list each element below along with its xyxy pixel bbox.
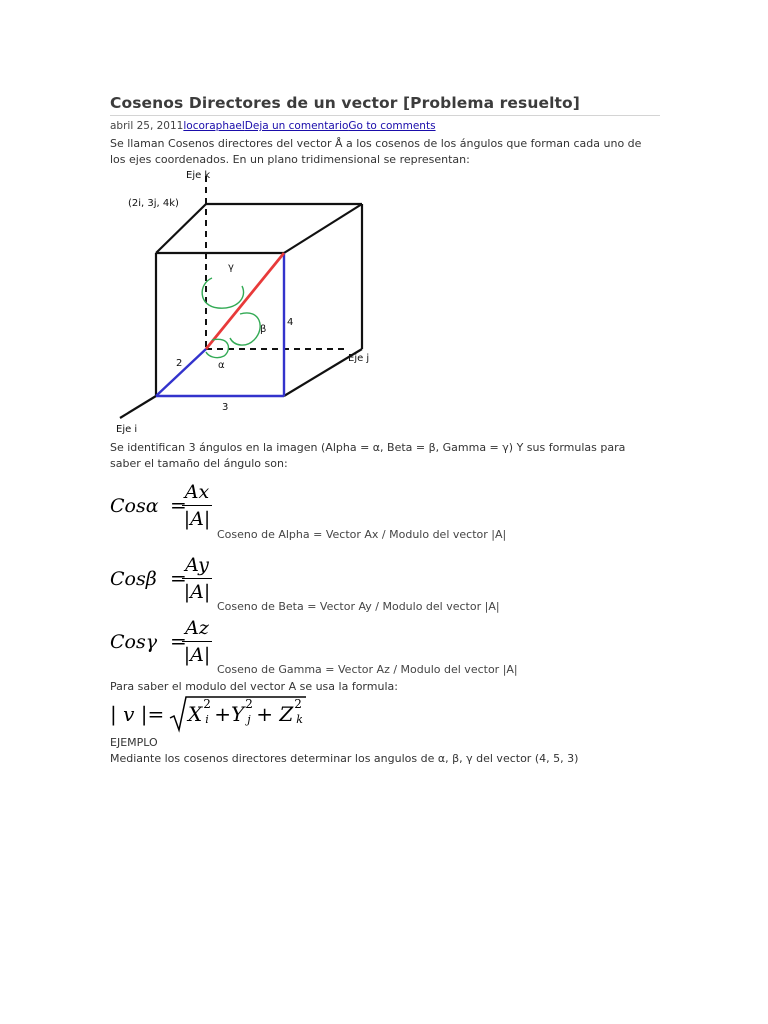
vector-cube-diagram xyxy=(112,168,402,438)
x-sub: i xyxy=(205,713,209,726)
formula-lhs: Cos xyxy=(110,495,146,517)
length-4-label: 4 xyxy=(287,317,294,328)
fraction-numerator: Ay xyxy=(185,554,209,576)
formula-caption: Coseno de Alpha = Vector Ax / Modulo del vector |A| xyxy=(217,528,507,541)
formula-greek: α xyxy=(145,495,159,517)
alpha-label: α xyxy=(218,360,225,371)
post-title: Cosenos Directores de un vector [Problema resuelto] xyxy=(110,94,660,116)
example-paragraph: Mediante los cosenos directores determinar los angulos de α, β, γ del vector (4, 5, 3) xyxy=(110,752,579,765)
axis-i-line xyxy=(120,396,156,418)
x-term: X xyxy=(188,702,203,726)
axis-k-label: Eje k xyxy=(186,170,211,181)
z-sup: 2 xyxy=(294,697,302,711)
formula-cos-beta: Cosβ = Ay |A| Coseno de Beta = Vector Ay / Modulo del vector |A| xyxy=(110,554,500,613)
fraction-denominator: A xyxy=(190,508,204,530)
y-sub: j xyxy=(247,713,251,726)
formula-caption: Coseno de Beta = Vector Ay / Modulo del vector |A| xyxy=(217,600,500,613)
intro-paragraph: Se llaman Cosenos directores del vector Å a los cosenos de los ángulos que forman cada uno de los ejes coordenados. En un plano tridimensional se representan: xyxy=(110,137,642,166)
angles-paragraph: Se identifican 3 ángulos en la imagen (Alpha = α, Beta = β, Gamma = γ) Y sus formulas para saber el tamaño del ángulo son: xyxy=(110,441,626,470)
fraction-denominator: A xyxy=(190,581,204,603)
formula-lhs: Cos xyxy=(110,568,146,590)
z-term: Z xyxy=(279,702,294,726)
length-3-label: 3 xyxy=(222,402,229,413)
formula-caption: Coseno de Gamma = Vector Az / Modulo del vector |A| xyxy=(217,663,518,676)
gamma-label: γ xyxy=(228,262,234,273)
fraction-denominator: A xyxy=(190,644,204,666)
axis-j-label: Eje j xyxy=(348,353,370,364)
vector-a xyxy=(206,253,284,349)
x-sup: 2 xyxy=(203,697,211,711)
blue-component-i xyxy=(156,349,206,396)
formula-lhs: Cos xyxy=(110,631,146,653)
comments-link[interactable]: Go to comments xyxy=(348,120,436,132)
length-2-label: 2 xyxy=(176,358,183,369)
z-sub: k xyxy=(296,713,303,726)
fraction: Ax |A| xyxy=(180,480,214,531)
comment-link[interactable]: Deja un comentario xyxy=(244,120,349,132)
beta-arc xyxy=(230,313,260,345)
modulo-paragraph: Para saber el modulo del vector A se usa la formula: xyxy=(110,680,398,693)
formula-cos-alpha: Cosα = Ax |A| Coseno de Alpha = Vector Ax / Modulo del vector |A| xyxy=(110,481,507,541)
post-date: abril 25, 2011 xyxy=(110,120,184,132)
modulo-formula xyxy=(110,694,410,736)
modulo-radicand: X 2 i +Y 2 j + Z 2 k xyxy=(188,697,303,726)
point-label: (2i, 3j, 4k) xyxy=(128,198,179,209)
formula-greek: β xyxy=(145,568,157,590)
fraction-numerator: Ax xyxy=(184,481,210,503)
formula-cos-gamma: Cosγ = Az |A| Coseno de Gamma = Vector Az / Modulo del vector |A| xyxy=(110,617,518,676)
fraction: Ay |A| xyxy=(180,553,214,604)
axis-i-label: Eje i xyxy=(116,424,138,435)
post xyxy=(110,94,660,168)
y-sup: 2 xyxy=(245,697,253,711)
y-term: Y xyxy=(231,702,245,726)
formula-greek: γ xyxy=(145,631,158,653)
author-link[interactable]: locoraphael xyxy=(183,120,245,132)
fraction-numerator: Az xyxy=(185,617,209,639)
fraction: Az |A| xyxy=(180,616,214,667)
modulo-lhs: | v |= xyxy=(110,702,165,726)
cube-edge xyxy=(284,204,362,253)
post-meta xyxy=(110,119,660,133)
cube-edge xyxy=(156,204,206,253)
gamma-arc xyxy=(202,278,243,308)
example-heading: EJEMPLO xyxy=(110,736,158,749)
beta-label: β xyxy=(260,324,267,335)
